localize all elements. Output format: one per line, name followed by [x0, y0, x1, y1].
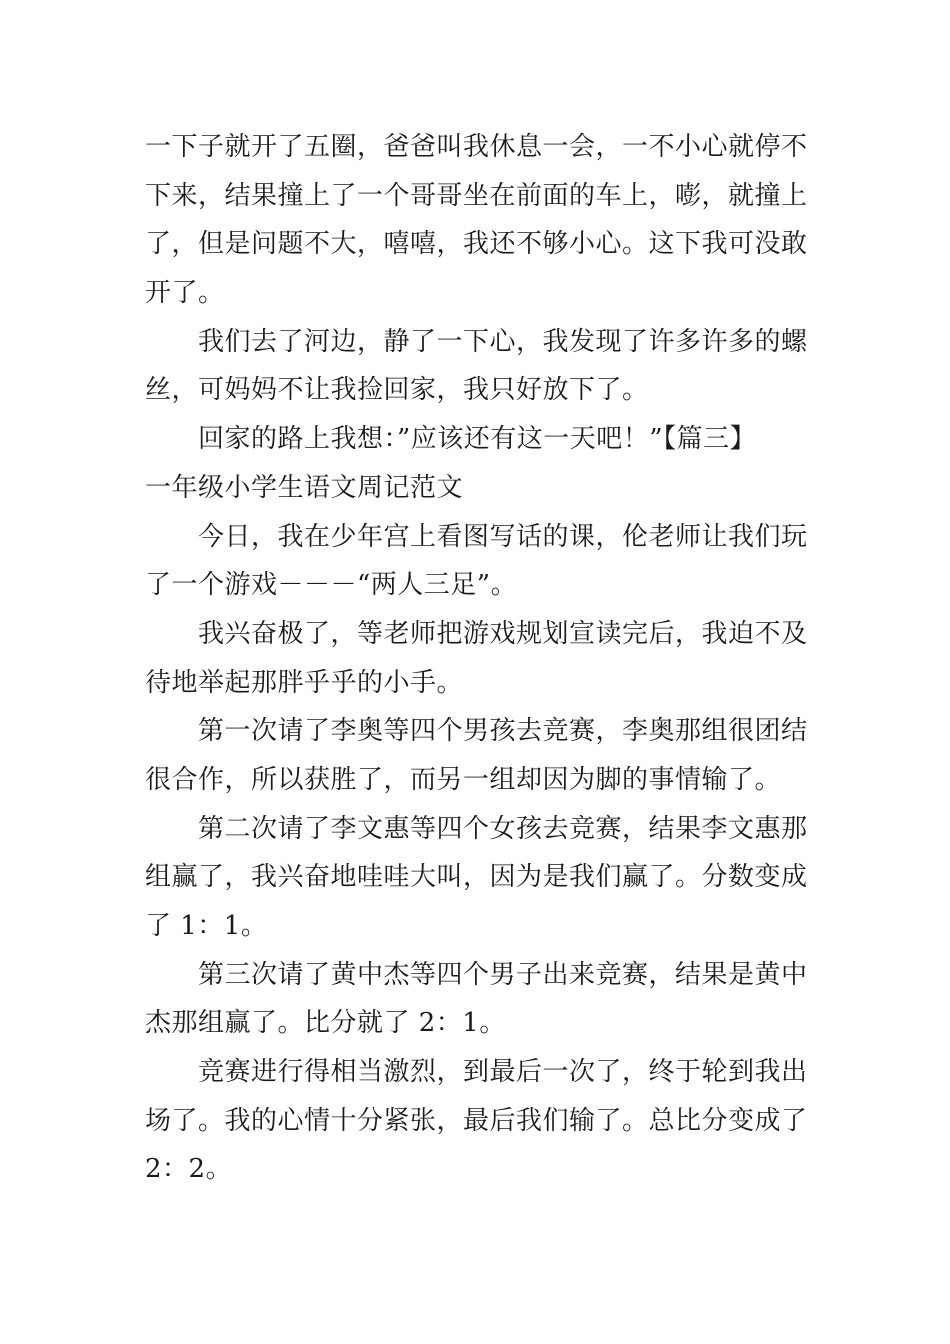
text-line: 很合作，所以获胜了，而另一组却因为脚的事情输了。 [145, 764, 782, 795]
text-line: 回家的路上我想：”应该还有这一天吧！”【篇三】 [198, 424, 757, 455]
text-line: 了，但是问题不大，嘻嘻，我还不够小心。这下我可没敢 [145, 229, 808, 260]
text-line: 2：2。 [145, 1154, 233, 1185]
text-line: 开了。 [145, 278, 225, 309]
text-line: 丝，可妈妈不让我捡回家，我只好放下了。 [145, 375, 649, 406]
text-line: 我兴奋极了，等老师把游戏规划宣读完后，我迫不及 [198, 618, 808, 649]
text-line: 待地举起那胖乎乎的小手。 [145, 667, 464, 698]
text-line: 第三次请了黄中杰等四个男子出来竞赛，结果是黄中 [198, 959, 808, 990]
document-body [145, 123, 810, 1194]
text-line: 了 1：1。 [145, 911, 268, 941]
text-line: 我们去了河边，静了一下心，我发现了许多许多的螺 [198, 326, 808, 357]
text-line: 今日，我在少年宫上看图写话的课，伦老师让我们玩 [198, 521, 808, 552]
section-title: 一年级小学生语文周记范文 [145, 472, 464, 503]
text-line: 第一次请了李奥等四个男孩去竞赛，李奥那组很团结 [198, 716, 808, 747]
text-line: 下来，结果撞上了一个哥哥坐在前面的车上，嘭，就撞上 [145, 180, 808, 211]
text-line: 杰那组赢了。比分就了 2：1。 [145, 1008, 506, 1039]
text-line: 竞赛进行得相当激烈，到最后一次了，终于轮到我出 [198, 1057, 808, 1088]
text-line: 了一个游戏－－－“两人三足”。 [145, 570, 518, 601]
text-line: 组赢了，我兴奋地哇哇大叫，因为是我们赢了。分数变成 [145, 862, 808, 893]
text-line: 一下子就开了五圈，爸爸叫我休息一会，一不小心就停不 [145, 132, 808, 162]
text-line: 场了。我的心情十分紧张，最后我们输了。总比分变成了 [145, 1105, 808, 1136]
text-line: 第二次请了李文惠等四个女孩去竞赛，结果李文惠那 [198, 813, 808, 844]
